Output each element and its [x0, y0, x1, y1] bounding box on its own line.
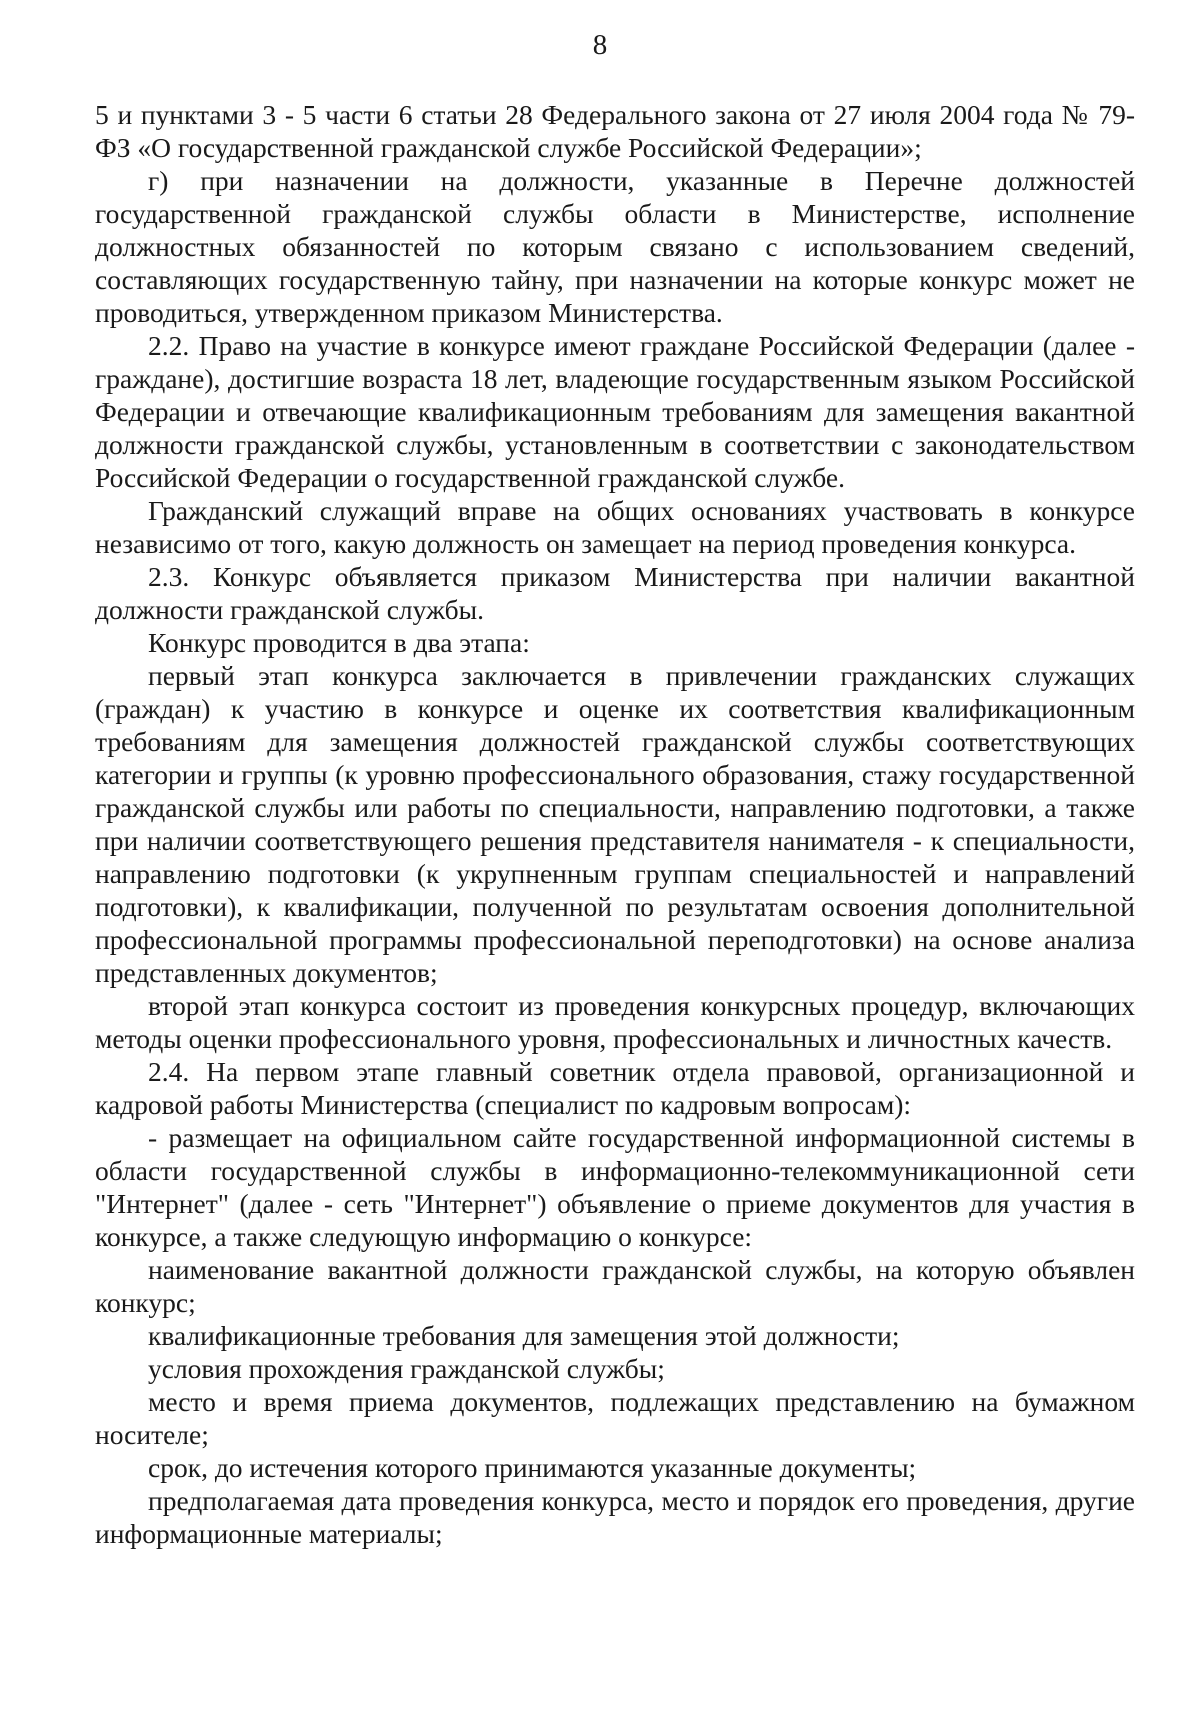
- document-body: [95, 98, 1135, 1550]
- paragraph-qualification-requirements: квалификационные требования для замещения этой должности;: [148, 1320, 900, 1351]
- paragraph-item-g: г) при назначении на должности, указанные в Перечне должностей государственной гражданской службы области в Министерстве, исполнение должностных обязанностей по которым связано с использованием сведений, составляющих государственную тайну, при назначении на которые конкурс может не проводиться, утвержденном приказом Министерства.: [95, 165, 1135, 328]
- paragraph-civil-servant-right: Гражданский служащий вправе на общих основаниях участвовать в конкурсе независимо от того, какую должность он замещает на период проведения конкурса.: [95, 495, 1135, 559]
- paragraph-2-4: 2.4. На первом этапе главный советник отдела правовой, организационной и кадровой работы Министерства (специалист по кадровым вопросам):: [95, 1056, 1135, 1120]
- paragraph-2-2: 2.2. Право на участие в конкурсе имеют граждане Российской Федерации (далее - граждане), достигшие возраста 18 лет, владеющие государственным языком Российской Федерации и отвечающие квалификационным требованиям для замещения вакантной должности гражданской службы, установленным в соответствии с законодательством Российской Федерации о государственной гражданской службе.: [95, 330, 1135, 493]
- page-number: 8: [592, 29, 608, 61]
- paragraph-vacancy-name: наименование вакантной должности гражданской службы, на которую объявлен конкурс;: [95, 1254, 1135, 1318]
- paragraph-service-conditions: условия прохождения гражданской службы;: [148, 1353, 665, 1384]
- paragraph-contest-date: предполагаемая дата проведения конкурса, место и порядок его проведения, другие информационные материалы;: [95, 1485, 1135, 1549]
- paragraph-second-stage: второй этап конкурса состоит из проведения конкурсных процедур, включающих методы оценки профессионального уровня, профессиональных и личностных качеств.: [95, 990, 1135, 1054]
- paragraph-documents-deadline: срок, до истечения которого принимаются указанные документы;: [148, 1452, 917, 1483]
- paragraph-law-reference: 5 и пунктами 3 - 5 части 6 статьи 28 Федерального закона от 27 июля 2004 года № 79-ФЗ «О государственной гражданской службе Российской Федерации»;: [95, 99, 1135, 163]
- paragraph-2-3: 2.3. Конкурс объявляется приказом Министерства при наличии вакантной должности гражданской службы.: [95, 561, 1135, 625]
- paragraph-documents-place-time: место и время приема документов, подлежащих представлению на бумажном носителе;: [95, 1386, 1135, 1450]
- paragraph-first-stage: первый этап конкурса заключается в привлечении гражданских служащих (граждан) к участию в конкурсе и оценке их соответствия квалификационным требованиям для замещения должностей гражданской службы соответствующих категории и группы (к уровню профессионального образования, стажу государственной гражданской службы или работы по специальности, направлению подготовки, а также при наличии соответствующего решения представителя нанимателя - к специальности, направлению подготовки (к укрупненным группам специальностей и направлений подготовки), к квалификации, полученной по результатам освоения дополнительной профессиональной программы профессиональной переподготовки) на основе анализа представленных документов;: [95, 660, 1135, 988]
- paragraph-two-stages: Конкурс проводится в два этапа:: [148, 627, 530, 658]
- paragraph-publish-announcement: - размещает на официальном сайте государственной информационной системы в области государственной службы в информационно-телекоммуникационной сети "Интернет" (далее - сеть "Интернет") объявление о приеме документов для участия в конкурсе, а также следующую информацию о конкурсе:: [95, 1122, 1135, 1252]
